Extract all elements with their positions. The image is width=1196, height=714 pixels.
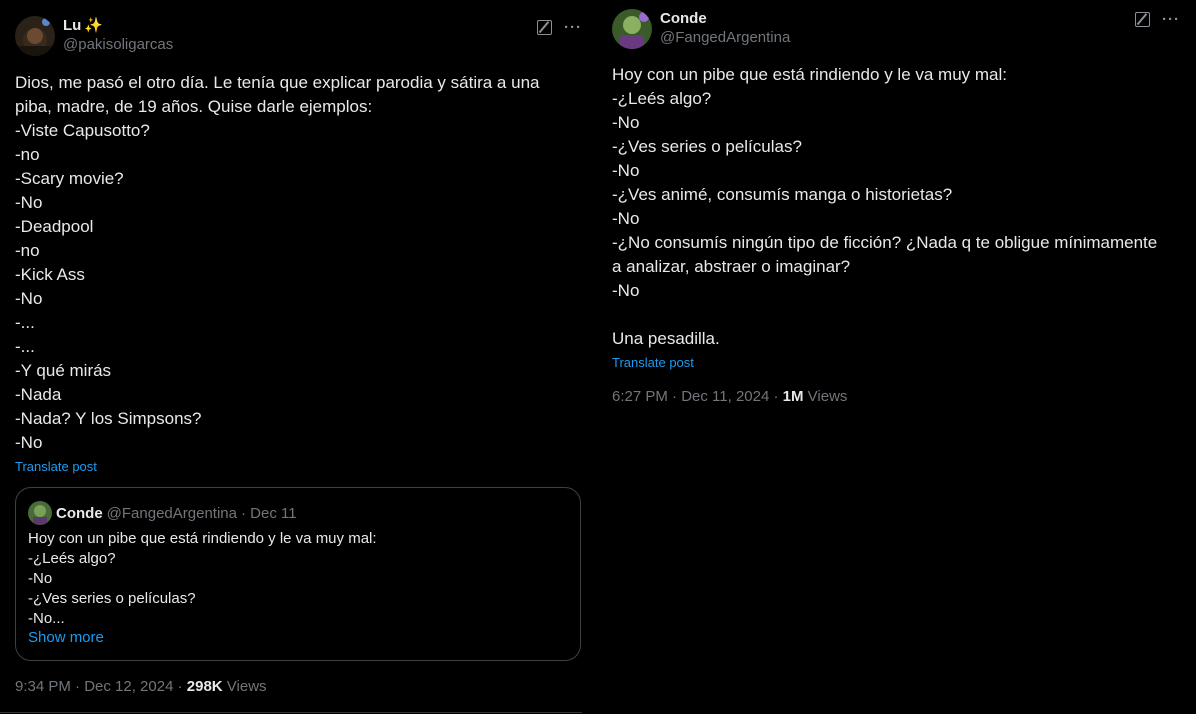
quote-line: -No [28, 570, 53, 587]
post-header [15, 16, 173, 56]
quote-line: -No... [28, 610, 65, 627]
author-name-text: Conde [660, 10, 707, 27]
translate-post-link[interactable]: Translate post [15, 459, 97, 474]
quote-line: Hoy con un pibe que está rindiendo y le va muy mal: [28, 530, 377, 547]
post-line: -¿Ves animé, consumís manga o historietas? [612, 185, 953, 204]
post-line: -¿Ves series o películas? [612, 137, 802, 156]
post-timestamp[interactable]: 6:27 PM · Dec 11, 2024 · [612, 388, 779, 405]
author-avatar[interactable] [612, 9, 652, 49]
quoted-post-text [28, 529, 377, 629]
quoted-post-date: · Dec 11 [240, 504, 297, 522]
author-name-text: Lu [63, 17, 82, 34]
post-line: Hoy con un pibe que está rindiendo y le va muy mal: [612, 65, 1008, 84]
views-count: 298K [186, 678, 223, 695]
quote-line: -¿Ves series o películas? [28, 590, 196, 607]
post-line: -No [15, 289, 43, 308]
post-line: -... [15, 313, 35, 332]
quoted-post-header [28, 501, 297, 525]
more-icon[interactable]: ··· [1162, 10, 1180, 28]
post-line: -Y qué mirás [15, 361, 112, 380]
quoted-post[interactable] [15, 487, 581, 661]
post-text [15, 71, 539, 455]
show-more-link[interactable]: Show more [28, 629, 104, 646]
author-display-name[interactable] [63, 16, 173, 35]
views-label: Views [226, 678, 267, 695]
post-line: a analizar, abstraer o imaginar? [612, 257, 851, 276]
post-line: piba, madre, de 19 años. Quise darle ejemplos: [15, 97, 373, 116]
post-meta [15, 678, 267, 695]
sparkles-icon: ✨ [84, 17, 104, 34]
post-line: -No [15, 193, 43, 212]
post-line: -Scary movie? [15, 169, 124, 188]
right-post [596, 0, 1196, 714]
post-header [612, 9, 790, 49]
quote-line: -¿Leés algo? [28, 550, 116, 567]
post-line: -No [612, 209, 640, 228]
grok-icon[interactable] [1135, 12, 1150, 27]
author-avatar[interactable] [15, 16, 55, 56]
post-line: -Viste Capusotto? [15, 121, 150, 140]
post-line: -Deadpool [15, 217, 94, 236]
post-line: -¿Leés algo? [612, 89, 712, 108]
post-line: -Nada [15, 385, 62, 404]
left-post [0, 0, 596, 714]
post-line: Dios, me pasó el otro día. Le tenía que explicar parodia y sátira a una [15, 73, 540, 92]
post-text [612, 63, 1157, 351]
post-line: -Kick Ass [15, 265, 85, 284]
more-icon[interactable]: ··· [564, 18, 582, 36]
views-label: Views [807, 388, 848, 405]
quoted-author-name: Conde [56, 504, 103, 522]
post-line: -no [15, 241, 40, 260]
quoted-author-handle: @FangedArgentina [106, 504, 237, 522]
post-line: -Nada? Y los Simpsons? [15, 409, 202, 428]
post-line: -No [612, 281, 640, 300]
post-line: -¿No consumís ningún tipo de ficción? ¿Nada q te obligue mínimamente [612, 233, 1158, 252]
post-actions [1135, 12, 1180, 27]
author-display-name[interactable] [660, 9, 790, 28]
post-meta [612, 388, 847, 405]
divider [0, 712, 582, 713]
quoted-author-avatar [28, 501, 52, 525]
post-line-blank [612, 303, 1157, 327]
post-actions [537, 20, 582, 35]
views-count: 1M [782, 388, 804, 405]
grok-icon[interactable] [537, 20, 552, 35]
post-line: Una pesadilla. [612, 329, 720, 348]
post-line: -... [15, 337, 35, 356]
post-line: -No [612, 113, 640, 132]
author-handle[interactable]: @pakisoligarcas [63, 36, 174, 53]
translate-post-link[interactable]: Translate post [612, 355, 694, 370]
post-line: -No [15, 433, 43, 452]
post-timestamp[interactable]: 9:34 PM · Dec 12, 2024 · [15, 678, 183, 695]
post-line: -No [612, 161, 640, 180]
author-handle[interactable]: @FangedArgentina [660, 29, 791, 46]
post-line: -no [15, 145, 40, 164]
